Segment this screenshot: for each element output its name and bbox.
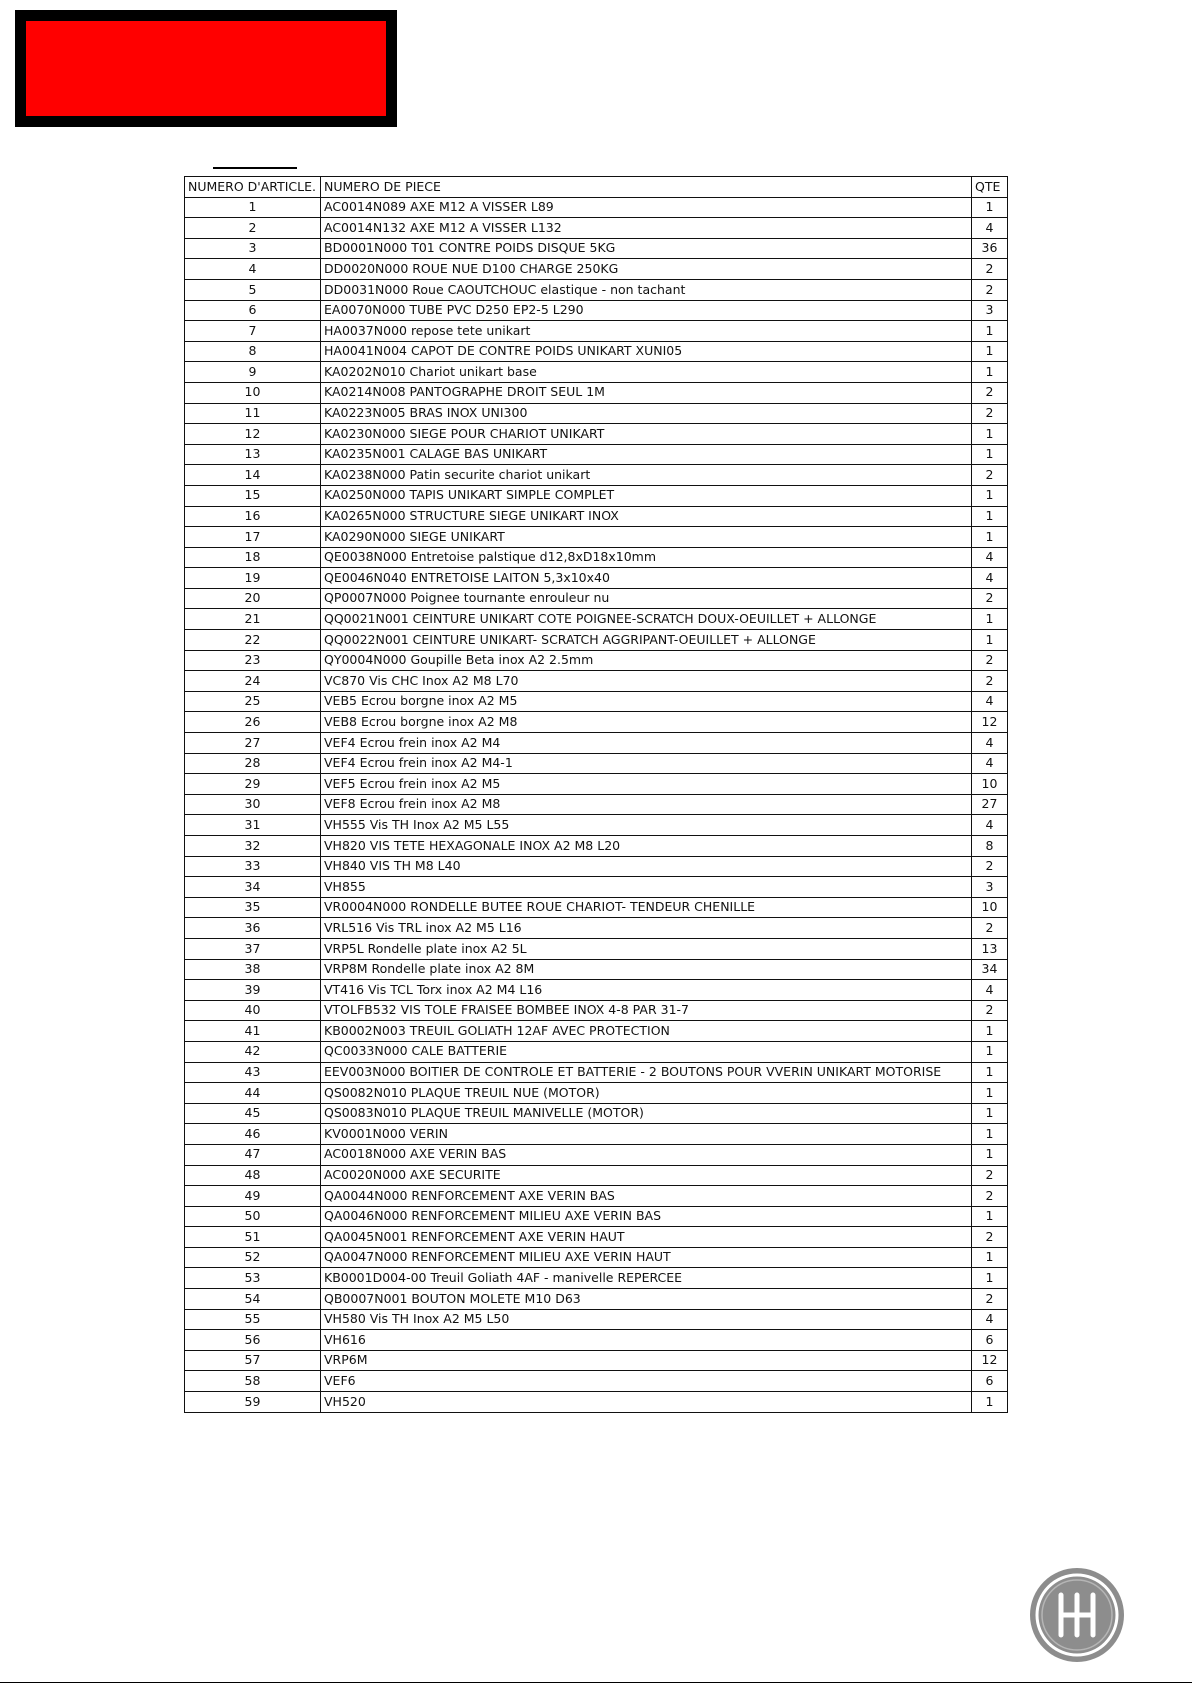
part-number-cell: KA0223N005 BRAS INOX UNI300 xyxy=(321,403,972,424)
quantity-cell: 1 xyxy=(972,424,1008,445)
header-article-number: NUMERO D'ARTICLE. xyxy=(185,177,321,198)
article-number-cell: 33 xyxy=(185,856,321,877)
article-number-cell: 1 xyxy=(185,197,321,218)
article-number-cell: 36 xyxy=(185,918,321,939)
part-number-cell: QS0082N010 PLAQUE TREUIL NUE (MOTOR) xyxy=(321,1083,972,1104)
article-number-cell: 4 xyxy=(185,259,321,280)
table-row xyxy=(185,1083,1008,1104)
article-number-cell: 6 xyxy=(185,300,321,321)
table-row xyxy=(185,444,1008,465)
part-number-cell: QY0004N000 Goupille Beta inox A2 2.5mm xyxy=(321,650,972,671)
article-number-cell: 23 xyxy=(185,650,321,671)
table-row xyxy=(185,1350,1008,1371)
part-number-cell: EEV003N000 BOITIER DE CONTROLE ET BATTERIE - 2 BOUTONS POUR VVERIN UNIKART MOTORISE xyxy=(321,1062,972,1083)
part-number-cell: KB0001D004-00 Treuil Goliath 4AF - manivelle REPERCEE xyxy=(321,1268,972,1289)
red-header-box xyxy=(15,10,397,127)
article-number-cell: 42 xyxy=(185,1041,321,1062)
quantity-cell: 2 xyxy=(972,279,1008,300)
part-number-cell: VEF8 Ecrou frein inox A2 M8 xyxy=(321,794,972,815)
quantity-cell: 1 xyxy=(972,1144,1008,1165)
part-number-cell: VT416 Vis TCL Torx inox A2 M4 L16 xyxy=(321,980,972,1001)
table-row xyxy=(185,877,1008,898)
table-row xyxy=(185,856,1008,877)
quantity-cell: 1 xyxy=(972,1206,1008,1227)
part-number-cell: AC0014N089 AXE M12 A VISSER L89 xyxy=(321,197,972,218)
quantity-cell: 2 xyxy=(972,856,1008,877)
quantity-cell: 1 xyxy=(972,1392,1008,1413)
quantity-cell: 1 xyxy=(972,1083,1008,1104)
table-row xyxy=(185,1000,1008,1021)
article-number-cell: 27 xyxy=(185,733,321,754)
quantity-cell: 1 xyxy=(972,630,1008,651)
table-row xyxy=(185,259,1008,280)
article-number-cell: 13 xyxy=(185,444,321,465)
quantity-cell: 1 xyxy=(972,1247,1008,1268)
part-number-cell: VEB8 Ecrou borgne inox A2 M8 xyxy=(321,712,972,733)
table-row xyxy=(185,1247,1008,1268)
part-number-cell: VC870 Vis CHC Inox A2 M8 L70 xyxy=(321,671,972,692)
table-row xyxy=(185,1021,1008,1042)
article-number-cell: 56 xyxy=(185,1330,321,1351)
table-row xyxy=(185,650,1008,671)
part-number-cell: VRP5L Rondelle plate inox A2 5L xyxy=(321,938,972,959)
part-number-cell: QE0046N040 ENTRETOISE LAITON 5,3x10x40 xyxy=(321,568,972,589)
table-row xyxy=(185,1062,1008,1083)
quantity-cell: 13 xyxy=(972,938,1008,959)
quantity-cell: 1 xyxy=(972,1268,1008,1289)
part-number-cell: QQ0022N001 CEINTURE UNIKART- SCRATCH AGGRIPANT-OEUILLET + ALLONGE xyxy=(321,630,972,651)
table-body xyxy=(185,197,1008,1412)
table-row xyxy=(185,321,1008,342)
table-row xyxy=(185,1268,1008,1289)
table-row xyxy=(185,630,1008,651)
table-row xyxy=(185,980,1008,1001)
table-row xyxy=(185,1330,1008,1351)
quantity-cell: 4 xyxy=(972,218,1008,239)
part-number-cell: QA0047N000 RENFORCEMENT MILIEU AXE VERIN HAUT xyxy=(321,1247,972,1268)
part-number-cell: KA0235N001 CALAGE BAS UNIKART xyxy=(321,444,972,465)
article-number-cell: 41 xyxy=(185,1021,321,1042)
part-number-cell: VRP8M Rondelle plate inox A2 8M xyxy=(321,959,972,980)
table-row xyxy=(185,1392,1008,1413)
article-number-cell: 32 xyxy=(185,836,321,857)
footer-rule xyxy=(0,1682,1192,1683)
article-number-cell: 20 xyxy=(185,588,321,609)
quantity-cell: 3 xyxy=(972,877,1008,898)
table-row xyxy=(185,691,1008,712)
article-number-cell: 39 xyxy=(185,980,321,1001)
table-row xyxy=(185,733,1008,754)
article-number-cell: 53 xyxy=(185,1268,321,1289)
table-row xyxy=(185,938,1008,959)
article-number-cell: 26 xyxy=(185,712,321,733)
quantity-cell: 2 xyxy=(972,1165,1008,1186)
quantity-cell: 2 xyxy=(972,1289,1008,1310)
article-number-cell: 14 xyxy=(185,465,321,486)
quantity-cell: 2 xyxy=(972,588,1008,609)
part-number-cell: BD0001N000 T01 CONTRE POIDS DISQUE 5KG xyxy=(321,238,972,259)
article-number-cell: 49 xyxy=(185,1186,321,1207)
article-number-cell: 59 xyxy=(185,1392,321,1413)
table-row xyxy=(185,836,1008,857)
quantity-cell: 1 xyxy=(972,321,1008,342)
article-number-cell: 11 xyxy=(185,403,321,424)
part-number-cell: VEF6 xyxy=(321,1371,972,1392)
part-number-cell: KV0001N000 VERIN xyxy=(321,1124,972,1145)
quantity-cell: 36 xyxy=(972,238,1008,259)
article-number-cell: 17 xyxy=(185,527,321,548)
article-number-cell: 29 xyxy=(185,774,321,795)
table-header-row xyxy=(185,177,1008,198)
quantity-cell: 1 xyxy=(972,506,1008,527)
quantity-cell: 10 xyxy=(972,774,1008,795)
part-number-cell: KA0230N000 SIEGE POUR CHARIOT UNIKART xyxy=(321,424,972,445)
quantity-cell: 4 xyxy=(972,753,1008,774)
circular-monogram-logo-icon xyxy=(1027,1565,1127,1665)
part-number-cell: VR0004N000 RONDELLE BUTEE ROUE CHARIOT- TENDEUR CHENILLE xyxy=(321,897,972,918)
article-number-cell: 40 xyxy=(185,1000,321,1021)
part-number-cell: KA0214N008 PANTOGRAPHE DROIT SEUL 1M xyxy=(321,382,972,403)
article-number-cell: 16 xyxy=(185,506,321,527)
part-number-cell: QA0046N000 RENFORCEMENT MILIEU AXE VERIN BAS xyxy=(321,1206,972,1227)
quantity-cell: 2 xyxy=(972,650,1008,671)
table-row xyxy=(185,424,1008,445)
article-number-cell: 12 xyxy=(185,424,321,445)
part-number-cell: VEF4 Ecrou frein inox A2 M4-1 xyxy=(321,753,972,774)
table-row xyxy=(185,1041,1008,1062)
article-number-cell: 48 xyxy=(185,1165,321,1186)
part-number-cell: QA0045N001 RENFORCEMENT AXE VERIN HAUT xyxy=(321,1227,972,1248)
quantity-cell: 27 xyxy=(972,794,1008,815)
article-number-cell: 37 xyxy=(185,938,321,959)
quantity-cell: 2 xyxy=(972,1186,1008,1207)
article-number-cell: 54 xyxy=(185,1289,321,1310)
part-number-cell: QA0044N000 RENFORCEMENT AXE VERIN BAS xyxy=(321,1186,972,1207)
part-number-cell: VEF5 Ecrou frein inox A2 M5 xyxy=(321,774,972,795)
table-row xyxy=(185,238,1008,259)
quantity-cell: 1 xyxy=(972,341,1008,362)
article-number-cell: 55 xyxy=(185,1309,321,1330)
part-number-cell: VH820 VIS TETE HEXAGONALE INOX A2 M8 L20 xyxy=(321,836,972,857)
part-number-cell: QP0007N000 Poignee tournante enrouleur nu xyxy=(321,588,972,609)
part-number-cell: AC0014N132 AXE M12 A VISSER L132 xyxy=(321,218,972,239)
part-number-cell: KA0238N000 Patin securite chariot unikart xyxy=(321,465,972,486)
article-number-cell: 34 xyxy=(185,877,321,898)
table-row xyxy=(185,300,1008,321)
header-part-number: NUMERO DE PIECE xyxy=(321,177,972,198)
table-row xyxy=(185,671,1008,692)
part-number-cell: VH580 Vis TH Inox A2 M5 L50 xyxy=(321,1309,972,1330)
quantity-cell: 6 xyxy=(972,1371,1008,1392)
article-number-cell: 30 xyxy=(185,794,321,815)
table-row xyxy=(185,815,1008,836)
article-number-cell: 52 xyxy=(185,1247,321,1268)
article-number-cell: 24 xyxy=(185,671,321,692)
article-number-cell: 44 xyxy=(185,1083,321,1104)
quantity-cell: 4 xyxy=(972,815,1008,836)
table-row xyxy=(185,341,1008,362)
article-number-cell: 25 xyxy=(185,691,321,712)
part-number-cell: KA0250N000 TAPIS UNIKART SIMPLE COMPLET xyxy=(321,485,972,506)
article-number-cell: 35 xyxy=(185,897,321,918)
quantity-cell: 10 xyxy=(972,897,1008,918)
part-number-cell: VRP6M xyxy=(321,1350,972,1371)
part-number-cell: QQ0021N001 CEINTURE UNIKART COTE POIGNEE-SCRATCH DOUX-OEUILLET + ALLONGE xyxy=(321,609,972,630)
quantity-cell: 2 xyxy=(972,918,1008,939)
parts-list-table xyxy=(184,176,1008,1413)
table-row xyxy=(185,279,1008,300)
quantity-cell: 2 xyxy=(972,382,1008,403)
quantity-cell: 4 xyxy=(972,568,1008,589)
quantity-cell: 1 xyxy=(972,444,1008,465)
part-number-cell: VH555 Vis TH Inox A2 M5 L55 xyxy=(321,815,972,836)
quantity-cell: 1 xyxy=(972,609,1008,630)
table-row xyxy=(185,897,1008,918)
article-number-cell: 10 xyxy=(185,382,321,403)
table-row xyxy=(185,218,1008,239)
table-row xyxy=(185,609,1008,630)
part-number-cell: VEF4 Ecrou frein inox A2 M4 xyxy=(321,733,972,754)
article-number-cell: 22 xyxy=(185,630,321,651)
table-row xyxy=(185,547,1008,568)
quantity-cell: 6 xyxy=(972,1330,1008,1351)
table-row xyxy=(185,1165,1008,1186)
article-number-cell: 51 xyxy=(185,1227,321,1248)
quantity-cell: 2 xyxy=(972,259,1008,280)
part-number-cell: QE0038N000 Entretoise palstique d12,8xD18x10mm xyxy=(321,547,972,568)
article-number-cell: 18 xyxy=(185,547,321,568)
part-number-cell: KA0290N000 SIEGE UNIKART xyxy=(321,527,972,548)
part-number-cell: VH616 xyxy=(321,1330,972,1351)
article-number-cell: 47 xyxy=(185,1144,321,1165)
article-number-cell: 3 xyxy=(185,238,321,259)
quantity-cell: 2 xyxy=(972,671,1008,692)
quantity-cell: 3 xyxy=(972,300,1008,321)
table-row xyxy=(185,1289,1008,1310)
table-row xyxy=(185,1309,1008,1330)
part-number-cell: EA0070N000 TUBE PVC D250 EP2-5 L290 xyxy=(321,300,972,321)
table-row xyxy=(185,197,1008,218)
quantity-cell: 1 xyxy=(972,362,1008,383)
part-number-cell: VRL516 Vis TRL inox A2 M5 L16 xyxy=(321,918,972,939)
article-number-cell: 50 xyxy=(185,1206,321,1227)
article-number-cell: 31 xyxy=(185,815,321,836)
table-row xyxy=(185,485,1008,506)
quantity-cell: 4 xyxy=(972,547,1008,568)
article-number-cell: 57 xyxy=(185,1350,321,1371)
part-number-cell: DD0020N000 ROUE NUE D100 CHARGE 250KG xyxy=(321,259,972,280)
quantity-cell: 1 xyxy=(972,1062,1008,1083)
table-row xyxy=(185,588,1008,609)
article-number-cell: 8 xyxy=(185,341,321,362)
article-number-cell: 21 xyxy=(185,609,321,630)
article-number-cell: 2 xyxy=(185,218,321,239)
part-number-cell: VTOLFB532 VIS TOLE FRAISEE BOMBEE INOX 4-8 PAR 31-7 xyxy=(321,1000,972,1021)
article-number-cell: 15 xyxy=(185,485,321,506)
quantity-cell: 1 xyxy=(972,527,1008,548)
quantity-cell: 4 xyxy=(972,980,1008,1001)
quantity-cell: 12 xyxy=(972,712,1008,733)
part-number-cell: VH520 xyxy=(321,1392,972,1413)
part-number-cell: AC0020N000 AXE SECURITE xyxy=(321,1165,972,1186)
part-number-cell: VH855 xyxy=(321,877,972,898)
part-number-cell: QS0083N010 PLAQUE TREUIL MANIVELLE (MOTOR) xyxy=(321,1103,972,1124)
article-number-cell: 19 xyxy=(185,568,321,589)
quantity-cell: 4 xyxy=(972,691,1008,712)
article-number-cell: 7 xyxy=(185,321,321,342)
quantity-cell: 2 xyxy=(972,465,1008,486)
part-number-cell: AC0018N000 AXE VERIN BAS xyxy=(321,1144,972,1165)
table-row xyxy=(185,753,1008,774)
quantity-cell: 2 xyxy=(972,1227,1008,1248)
table-row xyxy=(185,774,1008,795)
table-row xyxy=(185,794,1008,815)
quantity-cell: 12 xyxy=(972,1350,1008,1371)
header-quantity: QTE xyxy=(972,177,1008,198)
quantity-cell: 34 xyxy=(972,959,1008,980)
table-row xyxy=(185,1227,1008,1248)
part-number-cell: HA0037N000 repose tete unikart xyxy=(321,321,972,342)
table-row xyxy=(185,568,1008,589)
table-row xyxy=(185,403,1008,424)
quantity-cell: 1 xyxy=(972,197,1008,218)
quantity-cell: 1 xyxy=(972,1103,1008,1124)
part-number-cell: KA0265N000 STRUCTURE SIEGE UNIKART INOX xyxy=(321,506,972,527)
quantity-cell: 1 xyxy=(972,485,1008,506)
table-row xyxy=(185,465,1008,486)
table-row xyxy=(185,712,1008,733)
part-number-cell: DD0031N000 Roue CAOUTCHOUC elastique - non tachant xyxy=(321,279,972,300)
table-row xyxy=(185,1186,1008,1207)
article-number-cell: 43 xyxy=(185,1062,321,1083)
table-row xyxy=(185,1103,1008,1124)
part-number-cell: QB0007N001 BOUTON MOLETE M10 D63 xyxy=(321,1289,972,1310)
table-row xyxy=(185,959,1008,980)
article-number-cell: 46 xyxy=(185,1124,321,1145)
table-row xyxy=(185,1371,1008,1392)
part-number-cell: VH840 VIS TH M8 L40 xyxy=(321,856,972,877)
article-number-cell: 45 xyxy=(185,1103,321,1124)
quantity-cell: 4 xyxy=(972,1309,1008,1330)
quantity-cell: 2 xyxy=(972,1000,1008,1021)
table-row xyxy=(185,527,1008,548)
quantity-cell: 8 xyxy=(972,836,1008,857)
table-row xyxy=(185,506,1008,527)
short-underline xyxy=(213,167,297,169)
table-row xyxy=(185,1144,1008,1165)
part-number-cell: KA0202N010 Chariot unikart base xyxy=(321,362,972,383)
part-number-cell: KB0002N003 TREUIL GOLIATH 12AF AVEC PROTECTION xyxy=(321,1021,972,1042)
article-number-cell: 28 xyxy=(185,753,321,774)
quantity-cell: 1 xyxy=(972,1041,1008,1062)
article-number-cell: 58 xyxy=(185,1371,321,1392)
article-number-cell: 9 xyxy=(185,362,321,383)
table-row xyxy=(185,1206,1008,1227)
table-row xyxy=(185,918,1008,939)
part-number-cell: QC0033N000 CALE BATTERIE xyxy=(321,1041,972,1062)
table-row xyxy=(185,1124,1008,1145)
article-number-cell: 38 xyxy=(185,959,321,980)
table-row xyxy=(185,362,1008,383)
part-number-cell: VEB5 Ecrou borgne inox A2 M5 xyxy=(321,691,972,712)
quantity-cell: 2 xyxy=(972,403,1008,424)
part-number-cell: HA0041N004 CAPOT DE CONTRE POIDS UNIKART XUNI05 xyxy=(321,341,972,362)
table-row xyxy=(185,382,1008,403)
quantity-cell: 4 xyxy=(972,733,1008,754)
quantity-cell: 1 xyxy=(972,1021,1008,1042)
article-number-cell: 5 xyxy=(185,279,321,300)
quantity-cell: 1 xyxy=(972,1124,1008,1145)
